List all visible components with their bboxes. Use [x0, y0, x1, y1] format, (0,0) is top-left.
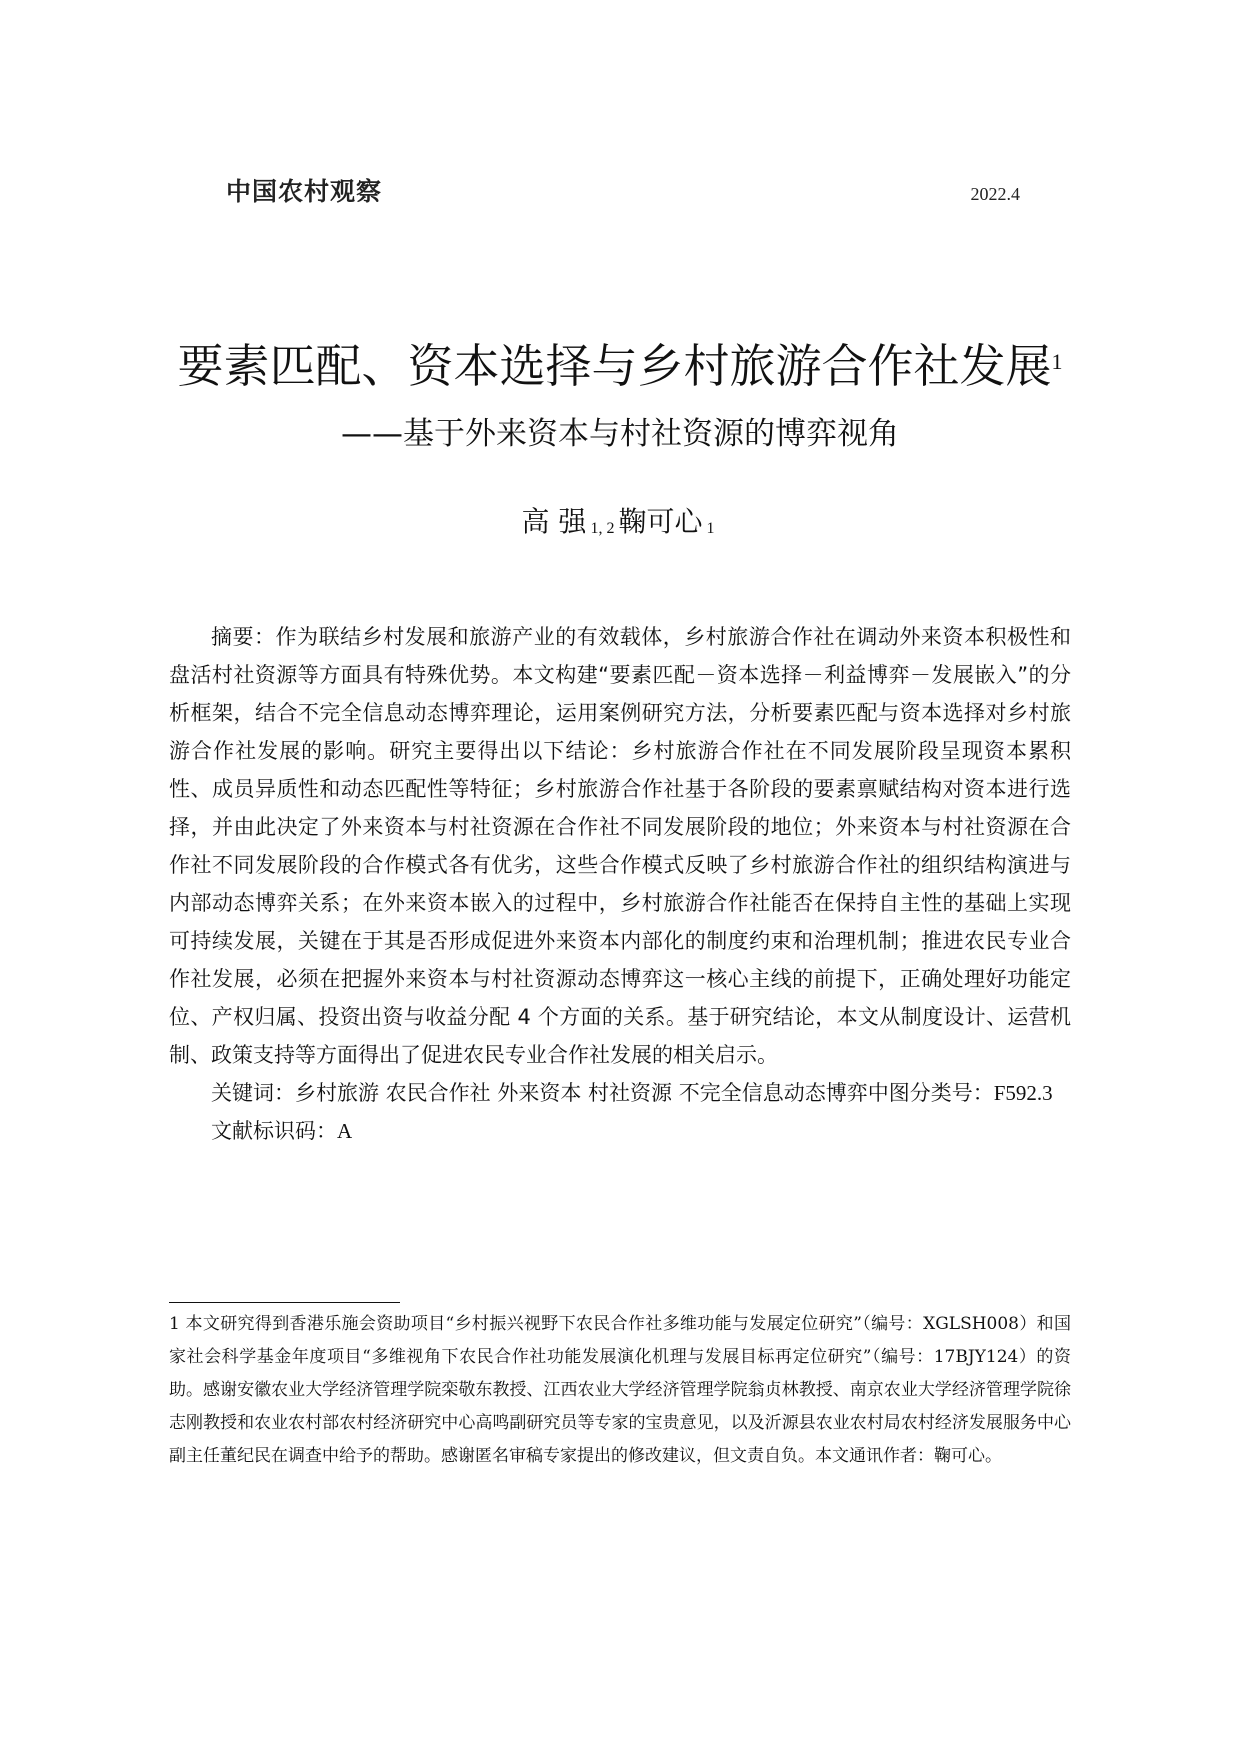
abstract-text: 摘要：作为联结乡村发展和旅游产业的有效载体，乡村旅游合作社在调动外来资本积极性和盘活村社资源等方面具有特殊优势。本文构建“要素匹配－资本选择－利益博弈－发展嵌入”的分析框架，结合不完全信息动态博弈理论，运用案例研究方法，分析要素匹配与资本选择对乡村旅游合作社发展的影响。研究主要得出以下结论：乡村旅游合作社在不同发展阶段呈现资本累积性、成员异质性和动态匹配性等特征；乡村旅游合作社基于各阶段的要素禀赋结构对资本进行选择，并由此决定了外来资本与村社资源在合作社不同发展阶段的地位；外来资本与村社资源在合作社不同发展阶段的合作模式各有优劣，这些合作模式反映了乡村旅游合作社的组织结构演进与内部动态博弈关系；在外来资本嵌入的过程中，乡村旅游合作社能否在保持自主性的基础上实现可持续发展，关键在于其是否形成促进外来资本内部化的制度约束和治理机制；推进农民专业合作社发展，必须在把握外来资本与村社资源动态博弈这一核心主线的前提下，正确处理好功能定位、产权归属、投资出资与收益分配 4 个方面的关系。基于研究结论，本文从制度设计、运营机制、政策支持等方面得出了促进农民专业合作社发展的相关启示。 — [169, 625, 1071, 1067]
issue-number: 2022.4 — [970, 184, 1020, 204]
author-affiliation: 1 — [706, 520, 715, 537]
footnote: 1 本文研究得到香港乐施会资助项目“乡村振兴视野下农民合作社多维功能与发展定位研究”（编号：XGLSH008）和国家社会科学基金年度项目“多维视角下农民合作社功能发展演化机理与发展目标再定位研究”（编号：17BJY124）的资助。感谢安徽农业大学经济管理学院栾敬东教授、江西农业大学经济管理学院翁贞林教授、南京农业大学经济管理学院徐志刚教授和农业农村部农村经济研究中心高鸣副研究员等专家的宝贵意见，以及沂源县农业农村局农村经济发展服务中心副主任董纪民在调查中给予的帮助。感谢匿名审稿专家提出的修改建议，但文责自负。本文通讯作者：鞠可心。 — [169, 1314, 1071, 1466]
document-code-label: 文献标识码： — [211, 1119, 337, 1143]
footnote-divider — [169, 1302, 400, 1303]
author-name: 鞠可心 — [618, 505, 703, 538]
keywords-label: 关键词： — [211, 1081, 295, 1105]
keywords-line — [169, 1074, 1071, 1112]
journal-logo: 中国农村观察 — [226, 177, 383, 206]
paper-subtitle: ——基于外来资本与村社资源的博弈视角 — [341, 416, 899, 452]
paper-title — [0, 336, 1240, 396]
paper-title-text: 要素匹配、资本选择与乡村旅游合作社发展 — [177, 339, 1052, 393]
document-code: A — [337, 1119, 353, 1143]
author-affiliation: 1, 2 — [590, 520, 615, 537]
abstract-section — [169, 618, 1071, 1150]
author-line — [0, 502, 1240, 549]
clc-code: F592.3 — [993, 1081, 1053, 1105]
clc-label: 中图分类号： — [867, 1081, 994, 1105]
document-code-line — [169, 1112, 1071, 1150]
keywords: 乡村旅游 农民合作社 外来资本 村社资源 不完全信息动态博弈 — [295, 1081, 868, 1105]
author-name: 高 强 — [521, 505, 587, 538]
title-footnote-marker: 1 — [1051, 349, 1063, 374]
